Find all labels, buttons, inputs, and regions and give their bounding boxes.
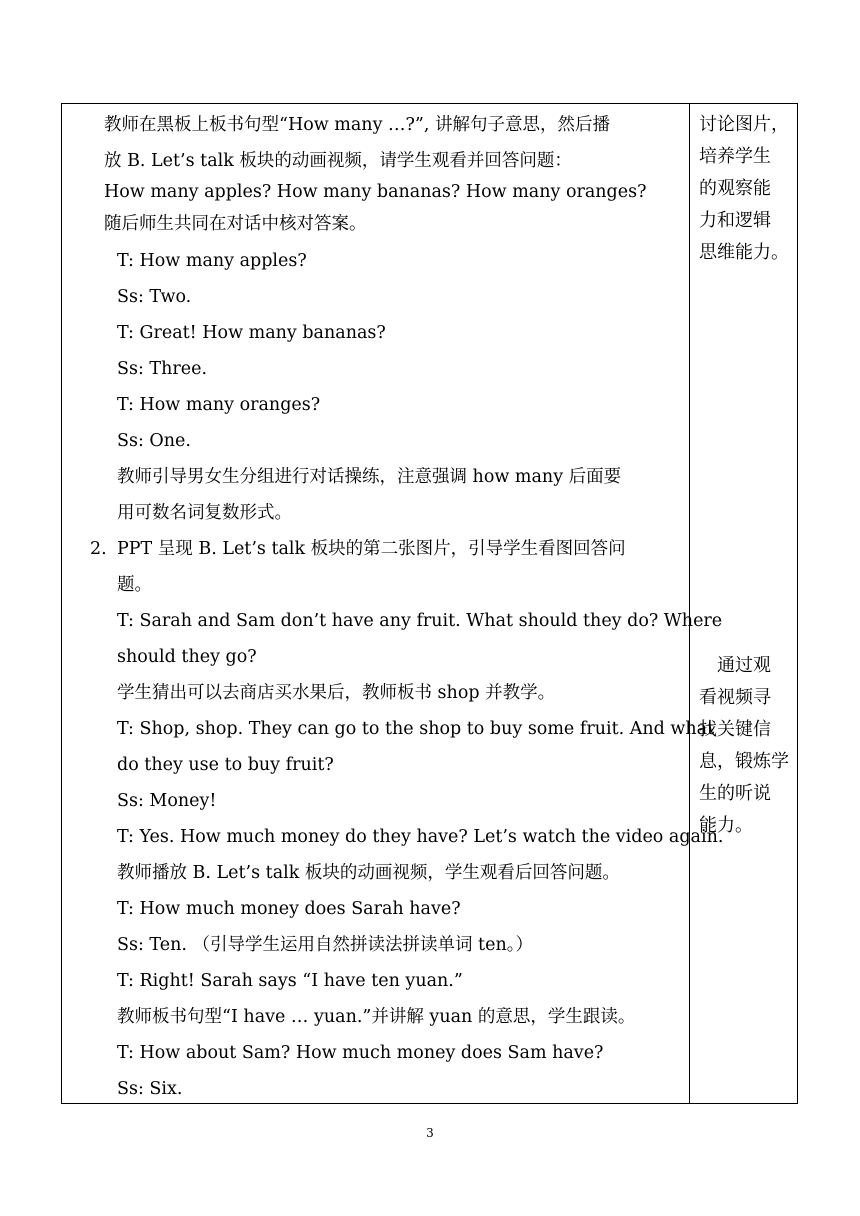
dialogue-line: T: How many apples? (117, 251, 307, 271)
dialogue-line: T: How much money does Sarah have? (117, 899, 461, 919)
text-line: 放 B. Let’s talk 板块的动画视频，请学生观看并回答问题： (104, 151, 572, 171)
note-line: 通过观 (717, 655, 771, 676)
text-line: 教师播放 B. Let’s talk 板块的动画视频，学生观看后回答问题。 (117, 863, 620, 883)
text-line: 学生猜出可以去商店买水果后，教师板书 shop 并教学。 (117, 683, 556, 703)
text-line: How many apples? How many bananas? How many oranges? (104, 182, 647, 202)
note-line: 讨论图片， (699, 114, 789, 135)
text-line: 随后师生共同在对话中核对答案。 (104, 214, 367, 234)
dialogue-line: T: Great! How many bananas? (117, 323, 386, 343)
text-line: 教师在黑板上板书句型“How many …?”, 讲解句子意思，然后播 (104, 115, 610, 135)
column-divider (689, 104, 690, 1103)
note-line: 能力。 (699, 815, 753, 836)
dialogue-line: T: Right! Sarah says “I have ten yuan.” (117, 971, 463, 991)
text-line: 教师板书句型“I have … yuan.”并讲解 yuan 的意思，学生跟读。 (117, 1007, 636, 1027)
note-line: 的观察能 (699, 178, 771, 199)
dialogue-line: should they go? (117, 647, 257, 667)
page-number: 3 (426, 1126, 434, 1140)
dialogue-line: Ss: Six. (117, 1079, 183, 1099)
dialogue-line: do they use to buy fruit? (117, 755, 334, 775)
list-number: 2. (90, 539, 107, 559)
note-line: 培养学生 (699, 146, 771, 167)
dialogue-line: Ss: Two. (117, 287, 192, 307)
dialogue-line: T: Shop, shop. They can go to the shop to buy some fruit. And what (117, 719, 715, 739)
dialogue-line: Ss: Ten. （引导学生运用自然拼读法拼读单词 ten。） (117, 935, 533, 955)
note-line: 思维能力。 (699, 242, 789, 263)
text-line: 教师引导男女生分组进行对话操练，注意强调 how many 后面要 (117, 467, 622, 487)
dialogue-line: T: How about Sam? How much money does Sam have? (117, 1043, 604, 1063)
dialogue-line: Ss: One. (117, 431, 191, 451)
text-line: PPT 呈现 B. Let’s talk 板块的第二张图片，引导学生看图回答问 (117, 539, 626, 559)
design-note-1 (699, 109, 790, 269)
dialogue-line: T: How many oranges? (117, 395, 321, 415)
note-line: 看视频寻 (699, 687, 771, 708)
text-line: 用可数名词复数形式。 (117, 503, 292, 523)
design-note-2 (699, 650, 790, 842)
note-line: 生的听说 (699, 783, 771, 804)
note-line: 力和逻辑 (699, 210, 771, 231)
dialogue-line: T: Sarah and Sam don’t have any fruit. What should they do? Where (117, 611, 723, 631)
dialogue-line: Ss: Money! (117, 791, 217, 811)
dialogue-line: T: Yes. How much money do they have? Let’s watch the video again. (117, 827, 724, 847)
dialogue-line: Ss: Three. (117, 359, 208, 379)
text-line: 题。 (117, 575, 152, 595)
lesson-table (61, 103, 798, 1104)
note-line: 找关键信 (699, 719, 771, 740)
note-line: 息，锻炼学 (699, 751, 789, 772)
